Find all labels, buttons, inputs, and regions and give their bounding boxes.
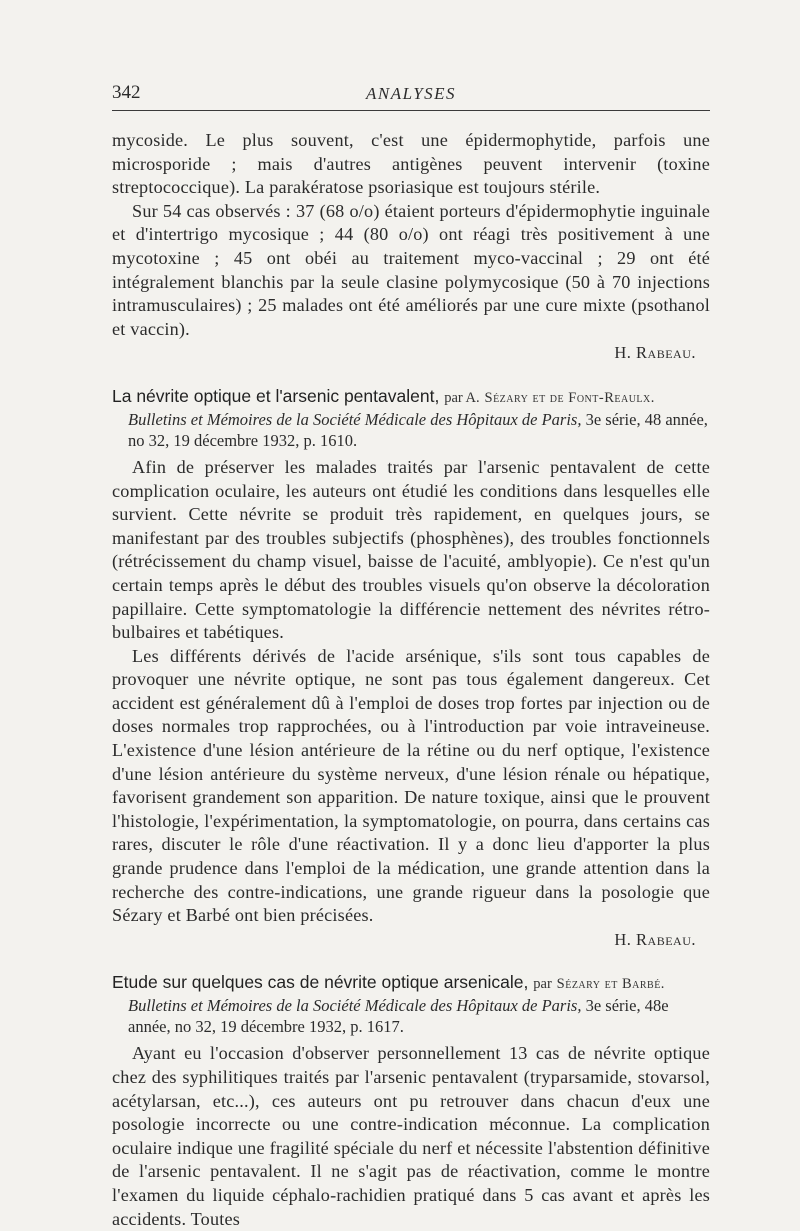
journal-name: Bulletins et Mémoires de la Société Médicale des Hôpitaux de Paris, bbox=[128, 409, 582, 429]
article-title-text: Etude sur quelques cas de névrite optique arsenicale, bbox=[112, 972, 529, 993]
article-authors: Sézary et Barbé. bbox=[556, 976, 665, 993]
paragraph: Ayant eu l'occasion d'observer personnellement 13 cas de névrite optique chez des syphilitiques traités par l'arsenic pentavalent (tryparsamide, stovarsol, acétylarsan, etc...), ces auteurs ont pu retrouver dans chacun d'eux une posologie incorrecte ou une contre-indication méconnue. La complication oculaire indique une fragilité spéciale du nerf et nécessite l'abstention définitive de l'arsenic pentavalent. Il ne s'agit pas de réactivation, comme le montre l'examen du liquide céphalo-rachidien pratiqué dans 5 cas avant et après les accidents. Toutes bbox=[112, 1043, 710, 1229]
article-title bbox=[112, 971, 710, 995]
article bbox=[112, 971, 710, 1231]
page-number: 342 bbox=[112, 82, 141, 103]
paragraph: Les différents dérivés de l'acide arsénique, s'ils sont tous capables de provoquer une névrite optique, ne sont pas tous également dangereux. Cet accident est généralement dû à l'emploi de doses trop fortes par injection ou de doses normales trop rapprochées, ou à l'introduction par voie intraveineuse. L'existence d'une lésion antérieure de la rétine ou du nerf optique, l'existence d'une lésion antérieure du système nerveux, d'une lésion rénale ou hépatique, favorisent grandement son apparition. De nature toxique, ainsi que le prouvent l'histologie, l'expérimentation, la symptomatologie, on pourra, dans certains cas rares, discuter le rôle d'une réactivation. Il y a donc lieu d'apporter la plus grande prudence dans l'emploi de la médication, une grande attention dans la recherche des contre-indications, une grande rigueur dans la posologie que Sézary et Barbé ont bien précisées. bbox=[112, 645, 710, 926]
citation bbox=[112, 409, 710, 451]
article-continuation bbox=[112, 129, 710, 365]
page bbox=[112, 80, 710, 1231]
paragraph: Sur 54 cas observés : 37 (68 o/o) étaient porteurs d'épidermophytie inguinale et d'intertrigo mycosique ; 44 (80 o/o) ont réagi très positivement à une mycotoxine ; 45 ont obéi au traitement myco-vaccinal ; 29 ont été intégralement blanchis par la seule clasine polymycosique (50 à 70 injections intramusculaires) ; 25 malades ont été améliorés par une cure mixte (psothanol et vaccin). bbox=[112, 200, 710, 339]
running-head: ANALYSES bbox=[365, 84, 457, 103]
article-title-text: La névrite optique et l'arsenic pentavalent, bbox=[112, 385, 440, 406]
signature: H. Rabeau. bbox=[614, 343, 696, 363]
paragraph: mycoside. Le plus souvent, c'est une épidermophytide, parfois une microsporide ; mais d'autres antigènes peuvent intervenir (toxine streptococcique). La parakératose psoriasique est toujours stérile. bbox=[112, 130, 710, 198]
article-authors: Sézary et de Font-Reaulx. bbox=[484, 389, 655, 406]
citation-details: 3e série, 48e année, no 32, 19 décembre 1932, p. 1617. bbox=[128, 996, 669, 1037]
author-prefix: par A. bbox=[444, 389, 480, 406]
citation bbox=[112, 995, 710, 1037]
author-prefix: par bbox=[533, 976, 552, 993]
page-header bbox=[112, 80, 710, 111]
paragraph: Afin de préserver les malades traités par l'arsenic pentavalent de cette complication oculaire, les auteurs ont étudié les conditions dans lesquelles elle survient. Cette névrite se produit très rapidement, en quelques jours, se manifestant par des troubles subjectifs (phosphènes), des troubles fonctionnels (rétrécissement du champ visuel, baisse de l'acuité, amblyopie). Ce n'est qu'un certain temps après le début des troubles visuels qu'on observe la décoloration papillaire. Cette symptomatologie la différencie nettement des névrites rétro-bulbaires et tabétiques. bbox=[112, 456, 710, 643]
journal-name: Bulletins et Mémoires de la Société Médicale des Hôpitaux de Paris, bbox=[128, 996, 582, 1016]
article-title bbox=[112, 385, 710, 409]
citation-details: 3e série, 48 année, no 32, 19 décembre 1932, p. 1610. bbox=[128, 409, 708, 450]
article bbox=[112, 385, 710, 951]
signature: H. Rabeau. bbox=[614, 929, 696, 949]
